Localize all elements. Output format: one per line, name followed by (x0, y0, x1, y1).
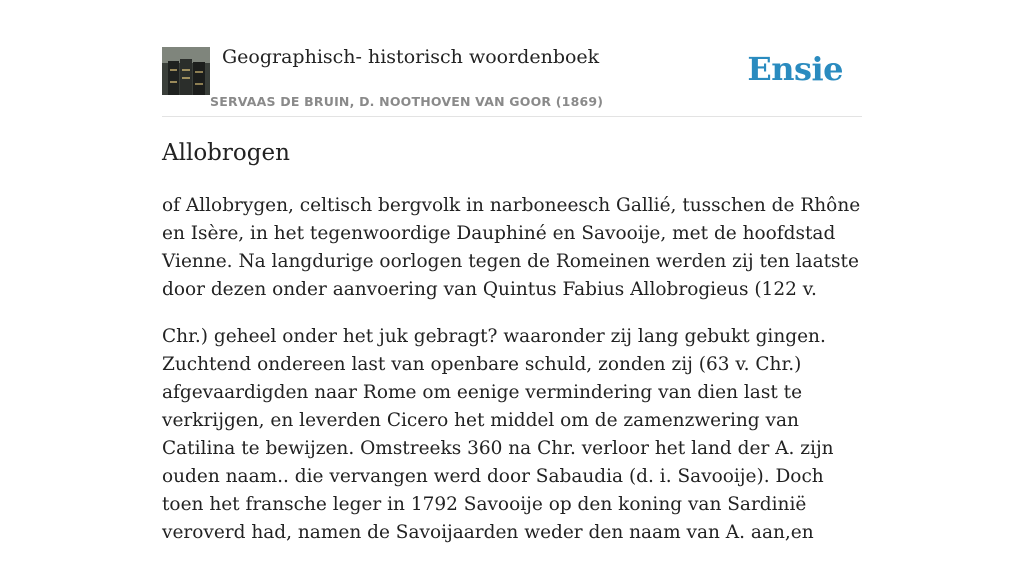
book-title[interactable]: Geographisch- historisch woordenboek (222, 46, 600, 68)
entry-paragraph: Chr.) geheel onder het juk gebragt? waaronder zij lang gebukt gingen. Zuchtend ondereen last van openbare schuld, zonden zij (63 v. Chr.) afgevaardigden naar Rome om eenige vermindering van dien last te verkrijgen, en leverden Cicero het middel om de zamenzwering van Catilina te bewijzen. Omstreeks 360 na Chr. verloor het land der A. zijn ouden naam.. die vervangen werd door Sabaudia (d. i. Savooije). Doch toen het fransche leger in 1792 Savooije op den koning van Sardinië veroverd had, namen de Savoijaarden weder den naam van A. aan,en (162, 326, 834, 543)
ensie-logo[interactable]: Ensie (747, 50, 843, 88)
book-header (162, 44, 862, 117)
book-spines-icon (162, 47, 210, 95)
entry-paragraph: of Allobrygen, celtisch bergvolk in narboneesch Gallié, tusschen de Rhône en Isère, in het tegenwoordige Dauphiné en Savooije, met de hoofdstad Vienne. Na langdurige oorlogen tegen de Romeinen werden zij ten laatste door dezen onder aanvoering van Quintus Fabius Allobrogieus (122 v. (162, 195, 861, 300)
book-author: SERVAAS DE BRUIN, D. NOOTHOVEN VAN GOOR (1869) (210, 94, 604, 109)
entry-body (162, 192, 862, 566)
book-cover-avatar[interactable] (162, 47, 210, 95)
entry-title: Allobrogen (162, 140, 290, 166)
